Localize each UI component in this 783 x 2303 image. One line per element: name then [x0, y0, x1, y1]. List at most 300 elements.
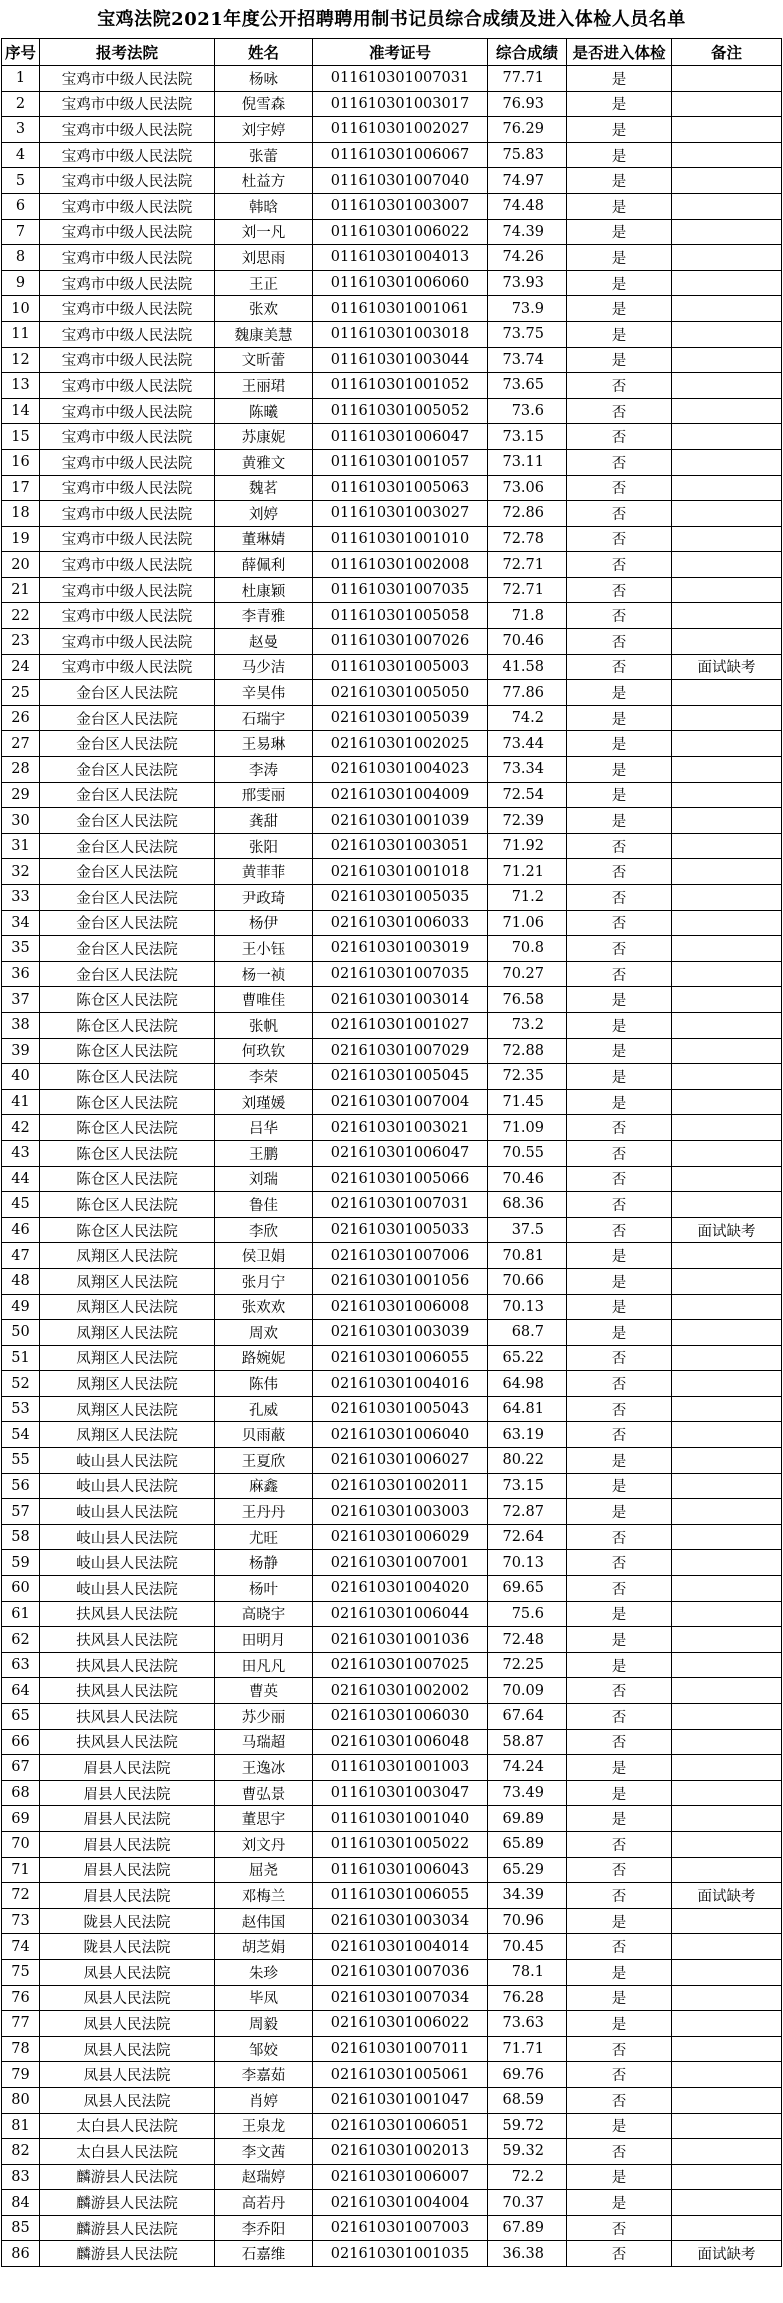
cell-index: 85: [2, 2215, 40, 2241]
cell-remark: [672, 1320, 782, 1346]
cell-score: 73.49: [488, 1780, 567, 1806]
cell-remark: [672, 1064, 782, 1090]
cell-ticket: 011610301005058: [313, 603, 488, 629]
cell-physical: 否: [567, 1115, 672, 1141]
cell-remark: [672, 1422, 782, 1448]
cell-remark: [672, 475, 782, 501]
cell-remark: [672, 910, 782, 936]
cell-physical: 否: [567, 961, 672, 987]
cell-name: 贝雨蔽: [215, 1422, 313, 1448]
cell-physical: 是: [567, 1064, 672, 1090]
cell-physical: 否: [567, 2241, 672, 2267]
cell-name: 屈尧: [215, 1857, 313, 1883]
cell-score: 77.86: [488, 680, 567, 706]
cell-index: 73: [2, 1908, 40, 1934]
cell-remark: [672, 219, 782, 245]
cell-score: 68.59: [488, 2087, 567, 2113]
cell-score: 67.89: [488, 2215, 567, 2241]
cell-name: 曹弘景: [215, 1780, 313, 1806]
cell-physical: 否: [567, 885, 672, 911]
cell-ticket: 021610301002025: [313, 731, 488, 757]
cell-court: 宝鸡市中级人民法院: [40, 526, 215, 552]
cell-ticket: 021610301001018: [313, 859, 488, 885]
cell-score: 73.2: [488, 1012, 567, 1038]
table-row: [2, 757, 782, 783]
cell-name: 路婉妮: [215, 1345, 313, 1371]
cell-index: 69: [2, 1806, 40, 1832]
cell-score: 73.15: [488, 424, 567, 450]
cell-court: 凤县人民法院: [40, 2011, 215, 2037]
cell-court: 陈仓区人民法院: [40, 1140, 215, 1166]
cell-name: 刘瑞: [215, 1166, 313, 1192]
cell-name: 刘一凡: [215, 219, 313, 245]
cell-physical: 否: [567, 398, 672, 424]
cell-remark: [672, 142, 782, 168]
cell-court: 扶风县人民法院: [40, 1704, 215, 1730]
cell-court: 金台区人民法院: [40, 757, 215, 783]
table-row: [2, 1652, 782, 1678]
cell-physical: 是: [567, 757, 672, 783]
cell-court: 眉县人民法院: [40, 1755, 215, 1781]
cell-remark: [672, 1806, 782, 1832]
table-row: [2, 117, 782, 143]
cell-court: 陈仓区人民法院: [40, 1192, 215, 1218]
cell-ticket: 021610301003003: [313, 1499, 488, 1525]
cell-ticket: 011610301001061: [313, 296, 488, 322]
cell-index: 58: [2, 1524, 40, 1550]
col-header-index: 序号: [2, 39, 40, 66]
cell-name: 杨伊: [215, 910, 313, 936]
cell-ticket: 021610301001027: [313, 1012, 488, 1038]
cell-score: 71.92: [488, 833, 567, 859]
cell-name: 王泉龙: [215, 2113, 313, 2139]
cell-ticket: 011610301003044: [313, 347, 488, 373]
cell-ticket: 021610301001036: [313, 1627, 488, 1653]
cell-court: 凤翔区人民法院: [40, 1396, 215, 1422]
table-row: [2, 2241, 782, 2267]
cell-ticket: 011610301001040: [313, 1806, 488, 1832]
cell-ticket: 011610301007035: [313, 577, 488, 603]
cell-ticket: 021610301006007: [313, 2164, 488, 2190]
table-row: [2, 1908, 782, 1934]
cell-score: 71.45: [488, 1089, 567, 1115]
cell-physical: 是: [567, 1652, 672, 1678]
cell-court: 凤翔区人民法院: [40, 1422, 215, 1448]
header-row: [2, 39, 782, 66]
table-row: [2, 373, 782, 399]
table-row: [2, 577, 782, 603]
cell-index: 21: [2, 577, 40, 603]
cell-score: 65.22: [488, 1345, 567, 1371]
cell-ticket: 011610301002008: [313, 552, 488, 578]
cell-remark: [672, 1601, 782, 1627]
cell-index: 30: [2, 808, 40, 834]
cell-score: 71.09: [488, 1115, 567, 1141]
cell-index: 34: [2, 910, 40, 936]
cell-index: 53: [2, 1396, 40, 1422]
cell-ticket: 011610301003027: [313, 501, 488, 527]
cell-index: 38: [2, 1012, 40, 1038]
cell-score: 65.89: [488, 1831, 567, 1857]
cell-index: 16: [2, 449, 40, 475]
cell-index: 47: [2, 1243, 40, 1269]
table-row: [2, 1729, 782, 1755]
cell-remark: [672, 757, 782, 783]
cell-index: 35: [2, 936, 40, 962]
cell-remark: [672, 1934, 782, 1960]
cell-name: 陈伟: [215, 1371, 313, 1397]
cell-physical: 否: [567, 936, 672, 962]
cell-physical: 是: [567, 1627, 672, 1653]
cell-score: 73.9: [488, 296, 567, 322]
cell-court: 凤翔区人民法院: [40, 1320, 215, 1346]
cell-name: 马少洁: [215, 654, 313, 680]
cell-ticket: 021610301001035: [313, 2241, 488, 2267]
cell-remark: [672, 1729, 782, 1755]
cell-physical: 否: [567, 501, 672, 527]
cell-court: 宝鸡市中级人民法院: [40, 219, 215, 245]
cell-court: 岐山县人民法院: [40, 1448, 215, 1474]
table-row: [2, 424, 782, 450]
cell-court: 宝鸡市中级人民法院: [40, 373, 215, 399]
cell-court: 麟游县人民法院: [40, 2215, 215, 2241]
cell-court: 宝鸡市中级人民法院: [40, 142, 215, 168]
cell-remark: [672, 193, 782, 219]
cell-index: 10: [2, 296, 40, 322]
table-row: [2, 859, 782, 885]
cell-index: 40: [2, 1064, 40, 1090]
cell-physical: 是: [567, 1243, 672, 1269]
cell-name: 肖婷: [215, 2087, 313, 2113]
cell-physical: 是: [567, 2164, 672, 2190]
cell-score: 80.22: [488, 1448, 567, 1474]
cell-remark: [672, 885, 782, 911]
col-header-remark: 备注: [672, 39, 782, 66]
cell-name: 赵伟国: [215, 1908, 313, 1934]
cell-ticket: 021610301006030: [313, 1704, 488, 1730]
cell-name: 陈曦: [215, 398, 313, 424]
cell-index: 44: [2, 1166, 40, 1192]
cell-score: 71.71: [488, 2036, 567, 2062]
table-row: [2, 193, 782, 219]
cell-score: 73.06: [488, 475, 567, 501]
cell-court: 宝鸡市中级人民法院: [40, 91, 215, 117]
table-row: [2, 526, 782, 552]
cell-name: 杨静: [215, 1550, 313, 1576]
cell-ticket: 021610301005066: [313, 1166, 488, 1192]
cell-name: 杜康颖: [215, 577, 313, 603]
cell-court: 陈仓区人民法院: [40, 1217, 215, 1243]
cell-physical: 否: [567, 526, 672, 552]
table-row: [2, 2087, 782, 2113]
cell-physical: 是: [567, 1473, 672, 1499]
cell-ticket: 021610301004016: [313, 1371, 488, 1397]
cell-score: 72.88: [488, 1038, 567, 1064]
cell-index: 64: [2, 1678, 40, 1704]
cell-court: 宝鸡市中级人民法院: [40, 117, 215, 143]
cell-court: 宝鸡市中级人民法院: [40, 603, 215, 629]
cell-ticket: 021610301006044: [313, 1601, 488, 1627]
cell-court: 宝鸡市中级人民法院: [40, 193, 215, 219]
cell-ticket: 011610301005063: [313, 475, 488, 501]
cell-remark: [672, 1294, 782, 1320]
table-row: [2, 1780, 782, 1806]
cell-physical: 否: [567, 1192, 672, 1218]
cell-remark: 面试缺考: [672, 1883, 782, 1909]
cell-remark: [672, 1908, 782, 1934]
cell-physical: 否: [567, 1396, 672, 1422]
cell-physical: 否: [567, 629, 672, 655]
table-row: [2, 552, 782, 578]
cell-score: 65.29: [488, 1857, 567, 1883]
cell-score: 68.36: [488, 1192, 567, 1218]
cell-index: 46: [2, 1217, 40, 1243]
table-row: [2, 731, 782, 757]
cell-index: 51: [2, 1345, 40, 1371]
table-row: [2, 1883, 782, 1909]
cell-name: 麻鑫: [215, 1473, 313, 1499]
cell-score: 72.71: [488, 577, 567, 603]
cell-physical: 否: [567, 1550, 672, 1576]
cell-score: 73.74: [488, 347, 567, 373]
cell-name: 黄菲菲: [215, 859, 313, 885]
cell-physical: 否: [567, 2139, 672, 2165]
cell-score: 74.39: [488, 219, 567, 245]
cell-score: 70.27: [488, 961, 567, 987]
cell-index: 13: [2, 373, 40, 399]
cell-remark: [672, 168, 782, 194]
cell-physical: 否: [567, 1678, 672, 1704]
cell-name: 杨咏: [215, 66, 313, 92]
cell-score: 73.65: [488, 373, 567, 399]
cell-ticket: 021610301007025: [313, 1652, 488, 1678]
table-row: [2, 1524, 782, 1550]
cell-physical: 是: [567, 270, 672, 296]
cell-name: 刘宇婷: [215, 117, 313, 143]
cell-score: 70.46: [488, 1166, 567, 1192]
cell-ticket: 021610301006048: [313, 1729, 488, 1755]
cell-index: 26: [2, 705, 40, 731]
cell-physical: 否: [567, 475, 672, 501]
cell-name: 尹政琦: [215, 885, 313, 911]
cell-ticket: 021610301004014: [313, 1934, 488, 1960]
cell-score: 70.55: [488, 1140, 567, 1166]
cell-court: 凤县人民法院: [40, 2087, 215, 2113]
cell-index: 71: [2, 1857, 40, 1883]
cell-ticket: 021610301006008: [313, 1294, 488, 1320]
table-row: [2, 1448, 782, 1474]
cell-physical: 是: [567, 219, 672, 245]
cell-score: 70.09: [488, 1678, 567, 1704]
table-row: [2, 680, 782, 706]
cell-name: 张帆: [215, 1012, 313, 1038]
cell-ticket: 021610301005050: [313, 680, 488, 706]
table-row: [2, 142, 782, 168]
cell-remark: [672, 245, 782, 271]
cell-score: 71.2: [488, 885, 567, 911]
cell-name: 何玖钦: [215, 1038, 313, 1064]
cell-name: 李乔阳: [215, 2215, 313, 2241]
cell-court: 宝鸡市中级人民法院: [40, 449, 215, 475]
cell-court: 陈仓区人民法院: [40, 1166, 215, 1192]
cell-index: 75: [2, 1959, 40, 1985]
cell-ticket: 011610301007040: [313, 168, 488, 194]
cell-physical: 是: [567, 1780, 672, 1806]
cell-ticket: 021610301003039: [313, 1320, 488, 1346]
cell-score: 76.28: [488, 1985, 567, 2011]
cell-index: 39: [2, 1038, 40, 1064]
cell-index: 7: [2, 219, 40, 245]
cell-remark: [672, 2087, 782, 2113]
cell-index: 77: [2, 2011, 40, 2037]
cell-index: 57: [2, 1499, 40, 1525]
cell-court: 陇县人民法院: [40, 1934, 215, 1960]
cell-index: 68: [2, 1780, 40, 1806]
cell-physical: 是: [567, 321, 672, 347]
cell-ticket: 021610301006033: [313, 910, 488, 936]
cell-name: 苏康妮: [215, 424, 313, 450]
cell-remark: [672, 1985, 782, 2011]
cell-score: 73.63: [488, 2011, 567, 2037]
cell-index: 66: [2, 1729, 40, 1755]
cell-name: 倪雪森: [215, 91, 313, 117]
cell-name: 王丽珺: [215, 373, 313, 399]
cell-ticket: 021610301004009: [313, 782, 488, 808]
cell-physical: 否: [567, 424, 672, 450]
cell-ticket: 021610301006029: [313, 1524, 488, 1550]
cell-score: 73.75: [488, 321, 567, 347]
cell-ticket: 011610301003017: [313, 91, 488, 117]
cell-name: 苏少丽: [215, 1704, 313, 1730]
table-row: [2, 1422, 782, 1448]
cell-index: 4: [2, 142, 40, 168]
cell-court: 宝鸡市中级人民法院: [40, 245, 215, 271]
cell-court: 扶风县人民法院: [40, 1678, 215, 1704]
cell-remark: [672, 680, 782, 706]
cell-ticket: 021610301001039: [313, 808, 488, 834]
cell-court: 金台区人民法院: [40, 782, 215, 808]
cell-score: 75.83: [488, 142, 567, 168]
table-row: [2, 270, 782, 296]
cell-index: 45: [2, 1192, 40, 1218]
cell-court: 宝鸡市中级人民法院: [40, 168, 215, 194]
table-row: [2, 1704, 782, 1730]
cell-remark: [672, 91, 782, 117]
cell-court: 凤县人民法院: [40, 2062, 215, 2088]
cell-remark: [672, 1140, 782, 1166]
cell-remark: [672, 1166, 782, 1192]
table-row: [2, 1550, 782, 1576]
cell-name: 王夏欣: [215, 1448, 313, 1474]
table-row: [2, 936, 782, 962]
cell-index: 49: [2, 1294, 40, 1320]
cell-score: 37.5: [488, 1217, 567, 1243]
cell-ticket: 021610301006022: [313, 2011, 488, 2037]
cell-index: 31: [2, 833, 40, 859]
cell-ticket: 011610301005052: [313, 398, 488, 424]
cell-index: 65: [2, 1704, 40, 1730]
cell-score: 72.78: [488, 526, 567, 552]
table-row: [2, 321, 782, 347]
cell-remark: [672, 1038, 782, 1064]
cell-remark: [672, 2190, 782, 2216]
cell-remark: [672, 936, 782, 962]
cell-index: 50: [2, 1320, 40, 1346]
cell-court: 宝鸡市中级人民法院: [40, 424, 215, 450]
cell-remark: [672, 1371, 782, 1397]
cell-index: 83: [2, 2164, 40, 2190]
cell-index: 18: [2, 501, 40, 527]
cell-name: 李欣: [215, 1217, 313, 1243]
cell-physical: 是: [567, 1806, 672, 1832]
cell-index: 63: [2, 1652, 40, 1678]
cell-physical: 是: [567, 1601, 672, 1627]
cell-remark: [672, 501, 782, 527]
cell-index: 74: [2, 1934, 40, 1960]
cell-score: 76.58: [488, 987, 567, 1013]
cell-court: 凤翔区人民法院: [40, 1371, 215, 1397]
cell-index: 78: [2, 2036, 40, 2062]
cell-remark: [672, 1243, 782, 1269]
cell-ticket: 021610301007011: [313, 2036, 488, 2062]
cell-name: 田明月: [215, 1627, 313, 1653]
table-row: [2, 1678, 782, 1704]
cell-ticket: 021610301001056: [313, 1268, 488, 1294]
cell-remark: 面试缺考: [672, 1217, 782, 1243]
cell-score: 69.65: [488, 1576, 567, 1602]
cell-physical: 是: [567, 1268, 672, 1294]
cell-physical: 否: [567, 1166, 672, 1192]
cell-name: 李文茜: [215, 2139, 313, 2165]
cell-name: 董思宇: [215, 1806, 313, 1832]
cell-score: 70.8: [488, 936, 567, 962]
cell-court: 陈仓区人民法院: [40, 987, 215, 1013]
cell-name: 刘婷: [215, 501, 313, 527]
cell-court: 宝鸡市中级人民法院: [40, 347, 215, 373]
cell-physical: 是: [567, 1755, 672, 1781]
cell-court: 凤翔区人民法院: [40, 1268, 215, 1294]
results-table: [1, 38, 782, 2267]
cell-ticket: 021610301005035: [313, 885, 488, 911]
cell-index: 60: [2, 1576, 40, 1602]
cell-index: 52: [2, 1371, 40, 1397]
cell-index: 24: [2, 654, 40, 680]
cell-index: 25: [2, 680, 40, 706]
cell-score: 74.26: [488, 245, 567, 271]
cell-court: 宝鸡市中级人民法院: [40, 501, 215, 527]
cell-score: 78.1: [488, 1959, 567, 1985]
cell-index: 37: [2, 987, 40, 1013]
cell-ticket: 021610301003034: [313, 1908, 488, 1934]
cell-index: 80: [2, 2087, 40, 2113]
cell-court: 岐山县人民法院: [40, 1524, 215, 1550]
cell-index: 48: [2, 1268, 40, 1294]
cell-score: 77.71: [488, 66, 567, 92]
cell-court: 扶风县人民法院: [40, 1652, 215, 1678]
cell-ticket: 021610301006027: [313, 1448, 488, 1474]
cell-index: 20: [2, 552, 40, 578]
cell-remark: [672, 961, 782, 987]
cell-index: 28: [2, 757, 40, 783]
cell-index: 33: [2, 885, 40, 911]
table-body: [2, 66, 782, 2267]
cell-ticket: 021610301005061: [313, 2062, 488, 2088]
cell-physical: 否: [567, 1140, 672, 1166]
cell-physical: 是: [567, 91, 672, 117]
table-row: [2, 1268, 782, 1294]
cell-remark: [672, 1115, 782, 1141]
cell-name: 李嘉茹: [215, 2062, 313, 2088]
